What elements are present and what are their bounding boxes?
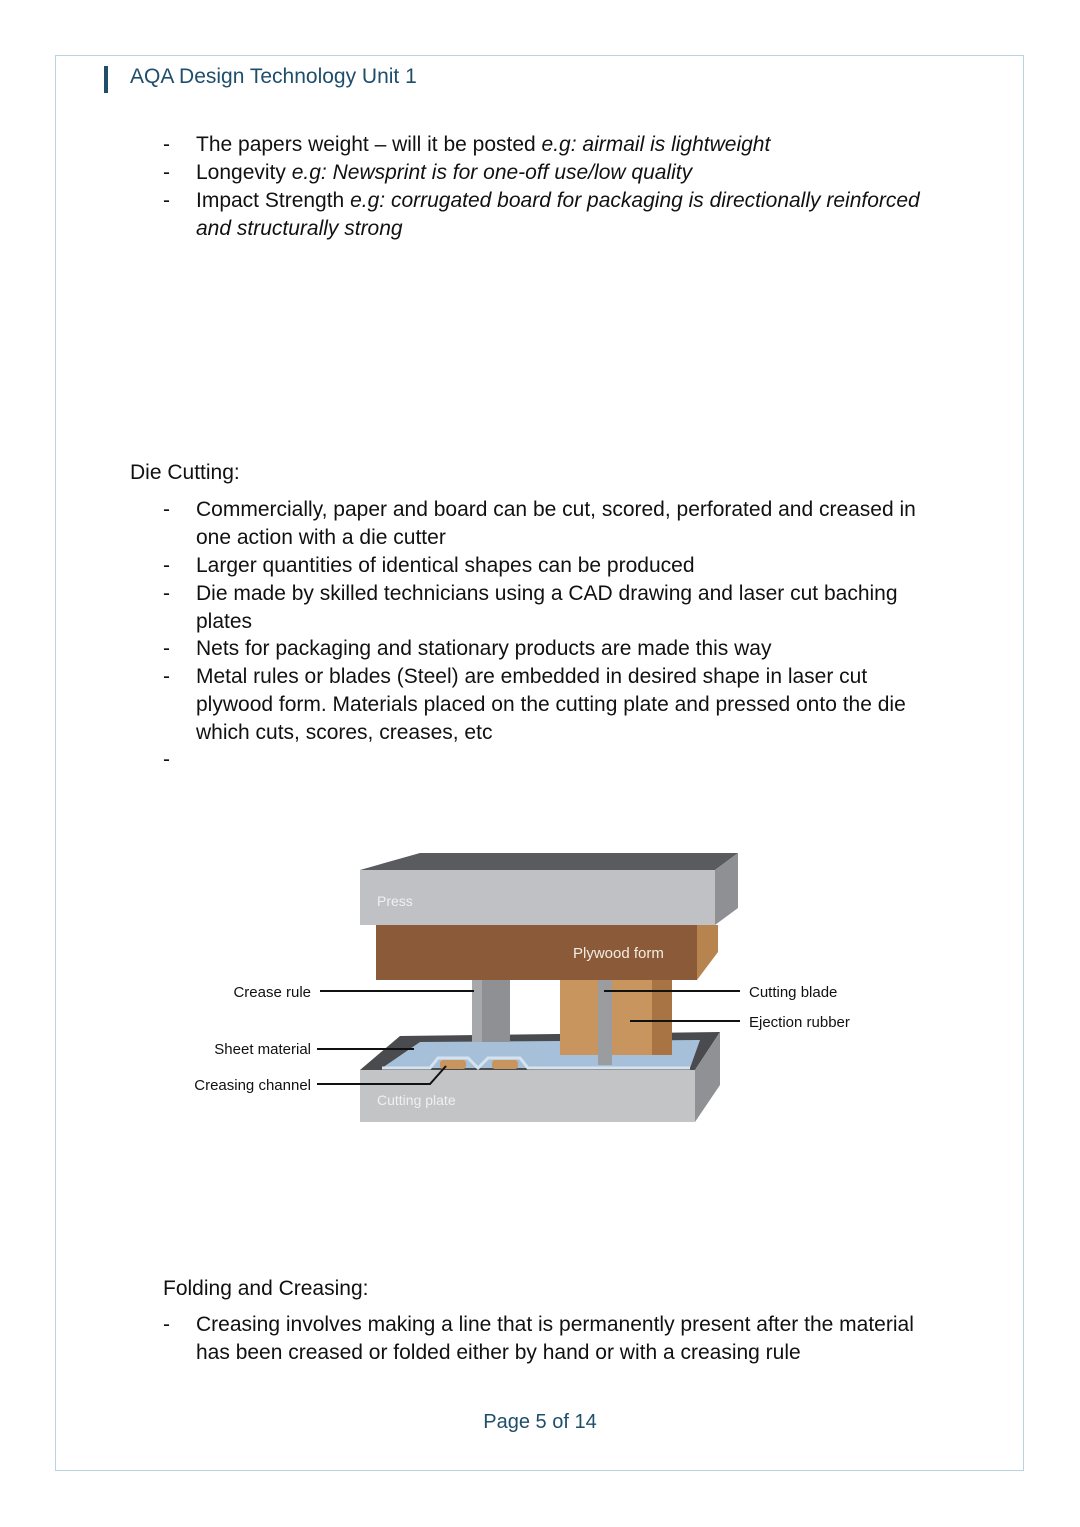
list-item-line: plywood form. Materials placed on the cutting plate and pressed onto the die <box>196 693 906 716</box>
list-item-line: Commercially, paper and board can be cut, scored, perforated and creased in <box>196 498 916 521</box>
crease-rule-label: Crease rule <box>233 984 311 1001</box>
list-item-line: plates <box>196 610 253 633</box>
empty-bullet-dash: - <box>163 748 170 771</box>
list-item-line: one action with a die cutter <box>196 526 446 549</box>
list-item-line: Die made by skilled technicians using a CAD drawing and laser cut baching <box>196 582 898 605</box>
crease-rule-shape <box>472 980 510 1042</box>
list-item-line: Metal rules or blades (Steel) are embedded in desired shape in laser cut <box>196 665 868 688</box>
list-item-continuation: and structurally strong <box>196 217 403 240</box>
press-block <box>360 853 738 925</box>
list-item: The papers weight – will it be posted e.g: airmail is lightweight <box>196 133 771 156</box>
die-cutter-diagram <box>180 840 880 1140</box>
cutting-plate-label: Cutting plate <box>377 1092 456 1108</box>
creasing-channel-label: Creasing channel <box>194 1077 311 1094</box>
section-heading-die-cutting: Die Cutting: <box>130 461 240 484</box>
press-label: Press <box>377 893 413 909</box>
cutting-blade-label: Cutting blade <box>749 984 838 1001</box>
list-item-line: has been creased or folded either by hand or with a creasing rule <box>196 1341 801 1364</box>
bullet-dash: - <box>163 161 170 184</box>
page-border <box>55 55 1024 1471</box>
plywood-form <box>376 925 718 980</box>
bullet-dash: - <box>163 1313 170 1336</box>
list-item-line: Nets for packaging and stationary products are made this way <box>196 637 772 660</box>
bullet-dash: - <box>163 582 170 605</box>
list-item: Impact Strength e.g: corrugated board for packaging is directionally reinforced <box>196 189 920 212</box>
bullet-dash: - <box>163 637 170 660</box>
list-item: Longevity e.g: Newsprint is for one-off use/low quality <box>196 161 693 184</box>
plywood-form-label: Plywood form <box>573 945 664 962</box>
cutting-blade-shape <box>598 980 612 1065</box>
list-item-line: Creasing involves making a line that is permanently present after the material <box>196 1313 914 1336</box>
ejection-rubber-label: Ejection rubber <box>749 1014 850 1031</box>
bullet-dash: - <box>163 665 170 688</box>
bullet-dash: - <box>163 189 170 212</box>
header-accent-bar <box>104 66 108 93</box>
section-heading-folding-creasing: Folding and Creasing: <box>163 1277 369 1300</box>
bullet-dash: - <box>163 554 170 577</box>
list-item-line: which cuts, scores, creases, etc <box>196 721 493 744</box>
bullet-dash: - <box>163 133 170 156</box>
sheet-material-label: Sheet material <box>214 1041 311 1058</box>
page-header-title: AQA Design Technology Unit 1 <box>130 65 417 88</box>
page-number: Page 5 of 14 <box>483 1411 597 1433</box>
list-item-line: Larger quantities of identical shapes can be produced <box>196 554 695 577</box>
bullet-dash: - <box>163 498 170 521</box>
